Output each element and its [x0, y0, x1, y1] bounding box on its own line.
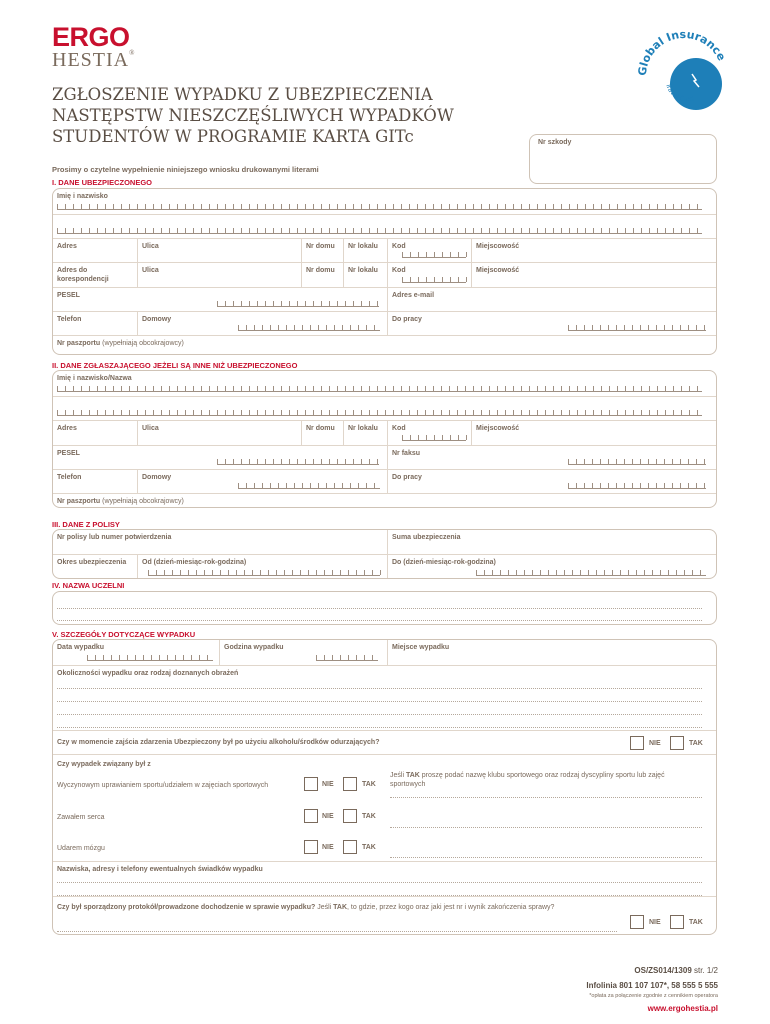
s5-heart-line[interactable]: [390, 827, 702, 828]
s5-date-comb[interactable]: [87, 656, 213, 661]
s5-protocol-yes-checkbox[interactable]: [670, 915, 684, 929]
s2-name-row[interactable]: [53, 371, 716, 396]
s1-corr-zip-comb[interactable]: [402, 278, 466, 283]
s1-corr-street-label: Ulica: [142, 267, 159, 274]
section5-heading: V. SZCZEGÓŁY DOTYCZĄCE WYPADKU: [52, 630, 196, 639]
s4-line-1[interactable]: [57, 608, 702, 609]
s1-name-comb-2[interactable]: [57, 229, 702, 234]
s1-corr-city-label: Miejscowość: [476, 267, 520, 274]
s1-address-label: Adres: [57, 243, 77, 250]
s2-zip-comb[interactable]: [402, 436, 466, 441]
s5-stroke-yes-checkbox[interactable]: [343, 840, 357, 854]
s5-protocol-row: [53, 896, 716, 935]
s2-name-row-2[interactable]: [53, 396, 716, 420]
s5-witness-line-1[interactable]: [57, 882, 702, 883]
section4-heading: IV. NAZWA UCZELNI: [52, 581, 125, 590]
s1-zip-label: Kod: [392, 243, 406, 250]
section5-box: [52, 639, 717, 935]
page-title: ZGŁOSZENIE WYPADKU Z UBEZPIECZENIA NASTĘPSTW NIESZCZĘŚLIWYCH WYPADKÓW STUDENTÓW W PROGRAMIE KARTA GITc: [52, 85, 454, 146]
s2-passport-row[interactable]: [53, 493, 716, 508]
section1-box: [52, 188, 717, 355]
s2-pesel-comb[interactable]: [217, 460, 379, 465]
s5-protocol-question: Czy był sporządzony protokół/prowadzone dochodzenie w sprawie wypadku? Jeśli TAK, to gdzie, przez kogo oraz jaki jest nr i wynik zakończenia sprawy?: [57, 904, 555, 911]
s3-to-comb[interactable]: [476, 571, 706, 576]
s2-phone-label: Telefon: [57, 474, 82, 481]
s1-name-comb-1[interactable]: [57, 205, 702, 210]
s1-home-comb[interactable]: [238, 326, 380, 331]
s5-alcohol-yes-checkbox[interactable]: [670, 736, 684, 750]
s3-period-row[interactable]: [53, 554, 716, 579]
s2-address-label: Adres: [57, 425, 77, 432]
section4-box[interactable]: [52, 591, 717, 625]
s1-name-row-2[interactable]: [53, 214, 716, 238]
s3-to-label: Do (dzień-miesiąc-rok-godzina): [392, 559, 496, 566]
s5-protocol-no-checkbox[interactable]: [630, 915, 644, 929]
s5-sport-yes-label: TAK: [362, 781, 376, 788]
s5-sport-note: Jeśli TAK proszę podać nazwę klubu sportowego oraz rodzaj dyscypliny sportu lub zajęć sportowych: [390, 772, 665, 788]
s2-home-label: Domowy: [142, 474, 172, 481]
s1-name-row[interactable]: [53, 189, 716, 214]
s5-circumstances-label: Okoliczności wypadku oraz rodzaj doznanych obrażeń: [57, 670, 239, 677]
s5-protocol-no-label: NIE: [649, 919, 661, 926]
s5-related-block: [53, 754, 716, 896]
s5-place-label: Miejsce wypadku: [392, 644, 450, 651]
s5-sport-yes-checkbox[interactable]: [343, 777, 357, 791]
s5-sport-question: Wyczynowym uprawianiem sportu/udziałem w zajęciach sportowych: [57, 782, 269, 789]
s5-alcohol-yes-label: TAK: [689, 740, 703, 747]
s1-name-label: Imię i nazwisko: [57, 193, 108, 200]
s2-address-row[interactable]: [53, 420, 716, 445]
s2-street-label: Ulica: [142, 425, 159, 432]
s1-passport-row[interactable]: [53, 335, 716, 355]
s5-stroke-line[interactable]: [390, 857, 702, 858]
s5-circ-line-3[interactable]: [57, 714, 702, 715]
s5-stroke-question: Udarem mózgu: [57, 845, 105, 852]
s2-pesel-label: PESEL: [57, 450, 80, 457]
s3-sum-label: Suma ubezpieczenia: [392, 534, 461, 541]
s1-phone-label: Telefon: [57, 316, 82, 323]
global-insurance-badge-icon: [636, 26, 728, 118]
s5-sport-line[interactable]: [390, 797, 702, 798]
s2-work-label: Do pracy: [392, 474, 422, 481]
s3-period-label: Okres ubezpieczenia: [57, 559, 127, 566]
s5-time-comb[interactable]: [316, 656, 378, 661]
s1-corr-flat-label: Nr lokalu: [348, 267, 378, 274]
s1-address-row[interactable]: [53, 238, 716, 262]
s5-circ-line-2[interactable]: [57, 701, 702, 702]
s3-from-label: Od (dzień-miesiąc-rok-godzina): [142, 559, 247, 566]
form-code: OS/ZS014/1309 str. 1/2: [634, 966, 718, 975]
website-link[interactable]: www.ergohestia.pl: [647, 1004, 718, 1013]
s2-phone-row[interactable]: [53, 469, 716, 493]
s1-pesel-label: PESEL: [57, 292, 80, 299]
s1-email-label: Adres e-mail: [392, 292, 435, 299]
s2-house-label: Nr domu: [306, 425, 335, 432]
s5-heart-no-checkbox[interactable]: [304, 809, 318, 823]
s5-protocol-line[interactable]: [57, 931, 617, 932]
s2-name-comb-1[interactable]: [57, 387, 702, 392]
s2-name-comb-2[interactable]: [57, 411, 702, 416]
s1-phone-row[interactable]: [53, 311, 716, 335]
s5-alcohol-no-label: NIE: [649, 740, 661, 747]
s5-time-label: Godzina wypadku: [224, 644, 284, 651]
s2-work-comb[interactable]: [568, 484, 706, 489]
s2-home-comb[interactable]: [238, 484, 380, 489]
s1-corr-zip-label: Kod: [392, 267, 406, 274]
s1-work-label: Do pracy: [392, 316, 422, 323]
claim-number-field[interactable]: [529, 134, 717, 184]
s1-pesel-comb[interactable]: [217, 302, 379, 307]
badge-sub-text: Travel Card: [664, 82, 695, 104]
hotline-note: *opłata za połączenie zgodnie z cennikiem operatora: [589, 993, 718, 999]
s5-circ-line-4[interactable]: [57, 727, 702, 728]
s1-city-label: Miejscowość: [476, 243, 520, 250]
s1-work-comb[interactable]: [568, 326, 706, 331]
s5-sport-no-label: NIE: [322, 781, 334, 788]
s5-sport-no-checkbox[interactable]: [304, 777, 318, 791]
s5-stroke-yes-label: TAK: [362, 844, 376, 851]
hotline-text: Infolinia 801 107 107*, 58 555 5 555: [586, 981, 718, 990]
s1-corr-house-label: Nr domu: [306, 267, 335, 274]
instruction-text: Prosimy o czytelne wypełnienie niniejszego wniosku drukowanymi literami: [52, 165, 319, 174]
s3-policy-row[interactable]: [53, 530, 716, 554]
s5-heart-yes-checkbox[interactable]: [343, 809, 357, 823]
s5-witnesses-label: Nazwiska, adresy i telefony ewentualnych świadków wypadku: [57, 866, 263, 873]
s3-policy-label: Nr polisy lub numer potwierdzenia: [57, 534, 172, 541]
section3-box: [52, 529, 717, 579]
s1-zip-comb[interactable]: [402, 253, 466, 258]
s2-name-label: Imię i nazwisko/Nazwa: [57, 375, 132, 382]
s2-city-label: Miejscowość: [476, 425, 520, 432]
s1-street-label: Ulica: [142, 243, 159, 250]
s5-alcohol-row: [53, 730, 716, 754]
s1-passport-label: Nr paszportu: [57, 340, 101, 347]
s1-home-label: Domowy: [142, 316, 172, 323]
s1-corr-label: Adres do korespondencji: [57, 267, 109, 283]
ergo-logo-text: ERGO: [52, 22, 130, 52]
s5-date-row[interactable]: [53, 640, 716, 665]
badge-arc-text: Global Insurance: [636, 27, 728, 77]
s2-fax-comb[interactable]: [568, 460, 706, 465]
s2-flat-label: Nr lokalu: [348, 425, 378, 432]
s5-circ-line-1[interactable]: [57, 688, 702, 689]
s1-corr-row[interactable]: [53, 262, 716, 287]
s2-passport-note: (wypełniają obcokrajowcy): [102, 498, 184, 505]
s2-fax-label: Nr faksu: [392, 450, 421, 457]
s5-protocol-yes-label: TAK: [689, 919, 703, 926]
s5-heart-question: Zawałem serca: [57, 814, 105, 821]
s1-house-label: Nr domu: [306, 243, 335, 250]
s5-stroke-no-checkbox[interactable]: [304, 840, 318, 854]
s5-heart-yes-label: TAK: [362, 813, 376, 820]
hestia-logo-text: HESTIA®: [52, 49, 136, 71]
s5-related-label: Czy wypadek związany był z: [57, 761, 151, 768]
s5-date-label: Data wypadku: [57, 644, 105, 651]
section2-box: [52, 370, 717, 508]
s1-passport-note: (wypełniają obcokrajowcy): [102, 340, 184, 347]
section2-heading: II. DANE ZGŁASZAJĄCEGO JEŻELI SĄ INNE NIŻ UBEZPIECZONEGO: [52, 361, 298, 370]
s5-heart-no-label: NIE: [322, 813, 334, 820]
s5-stroke-no-label: NIE: [322, 844, 334, 851]
s4-line-2[interactable]: [57, 620, 702, 621]
s2-zip-label: Kod: [392, 425, 406, 432]
s1-pesel-row[interactable]: [53, 287, 716, 311]
s5-alcohol-no-checkbox[interactable]: [630, 736, 644, 750]
s2-pesel-row[interactable]: [53, 445, 716, 469]
s1-flat-label: Nr lokalu: [348, 243, 378, 250]
s3-from-comb[interactable]: [148, 571, 380, 576]
s2-passport-label: Nr paszportu: [57, 498, 101, 505]
section1-heading: I. DANE UBEZPIECZONEGO: [52, 178, 153, 187]
claim-number-label: Nr szkody: [538, 139, 572, 146]
s5-circumstances-row[interactable]: [53, 665, 716, 730]
s5-alcohol-question: Czy w momencie zajścia zdarzenia Ubezpieczony był po użyciu alkoholu/środków odurzających?: [57, 739, 380, 746]
section3-heading: III. DANE Z POLISY: [52, 520, 120, 529]
